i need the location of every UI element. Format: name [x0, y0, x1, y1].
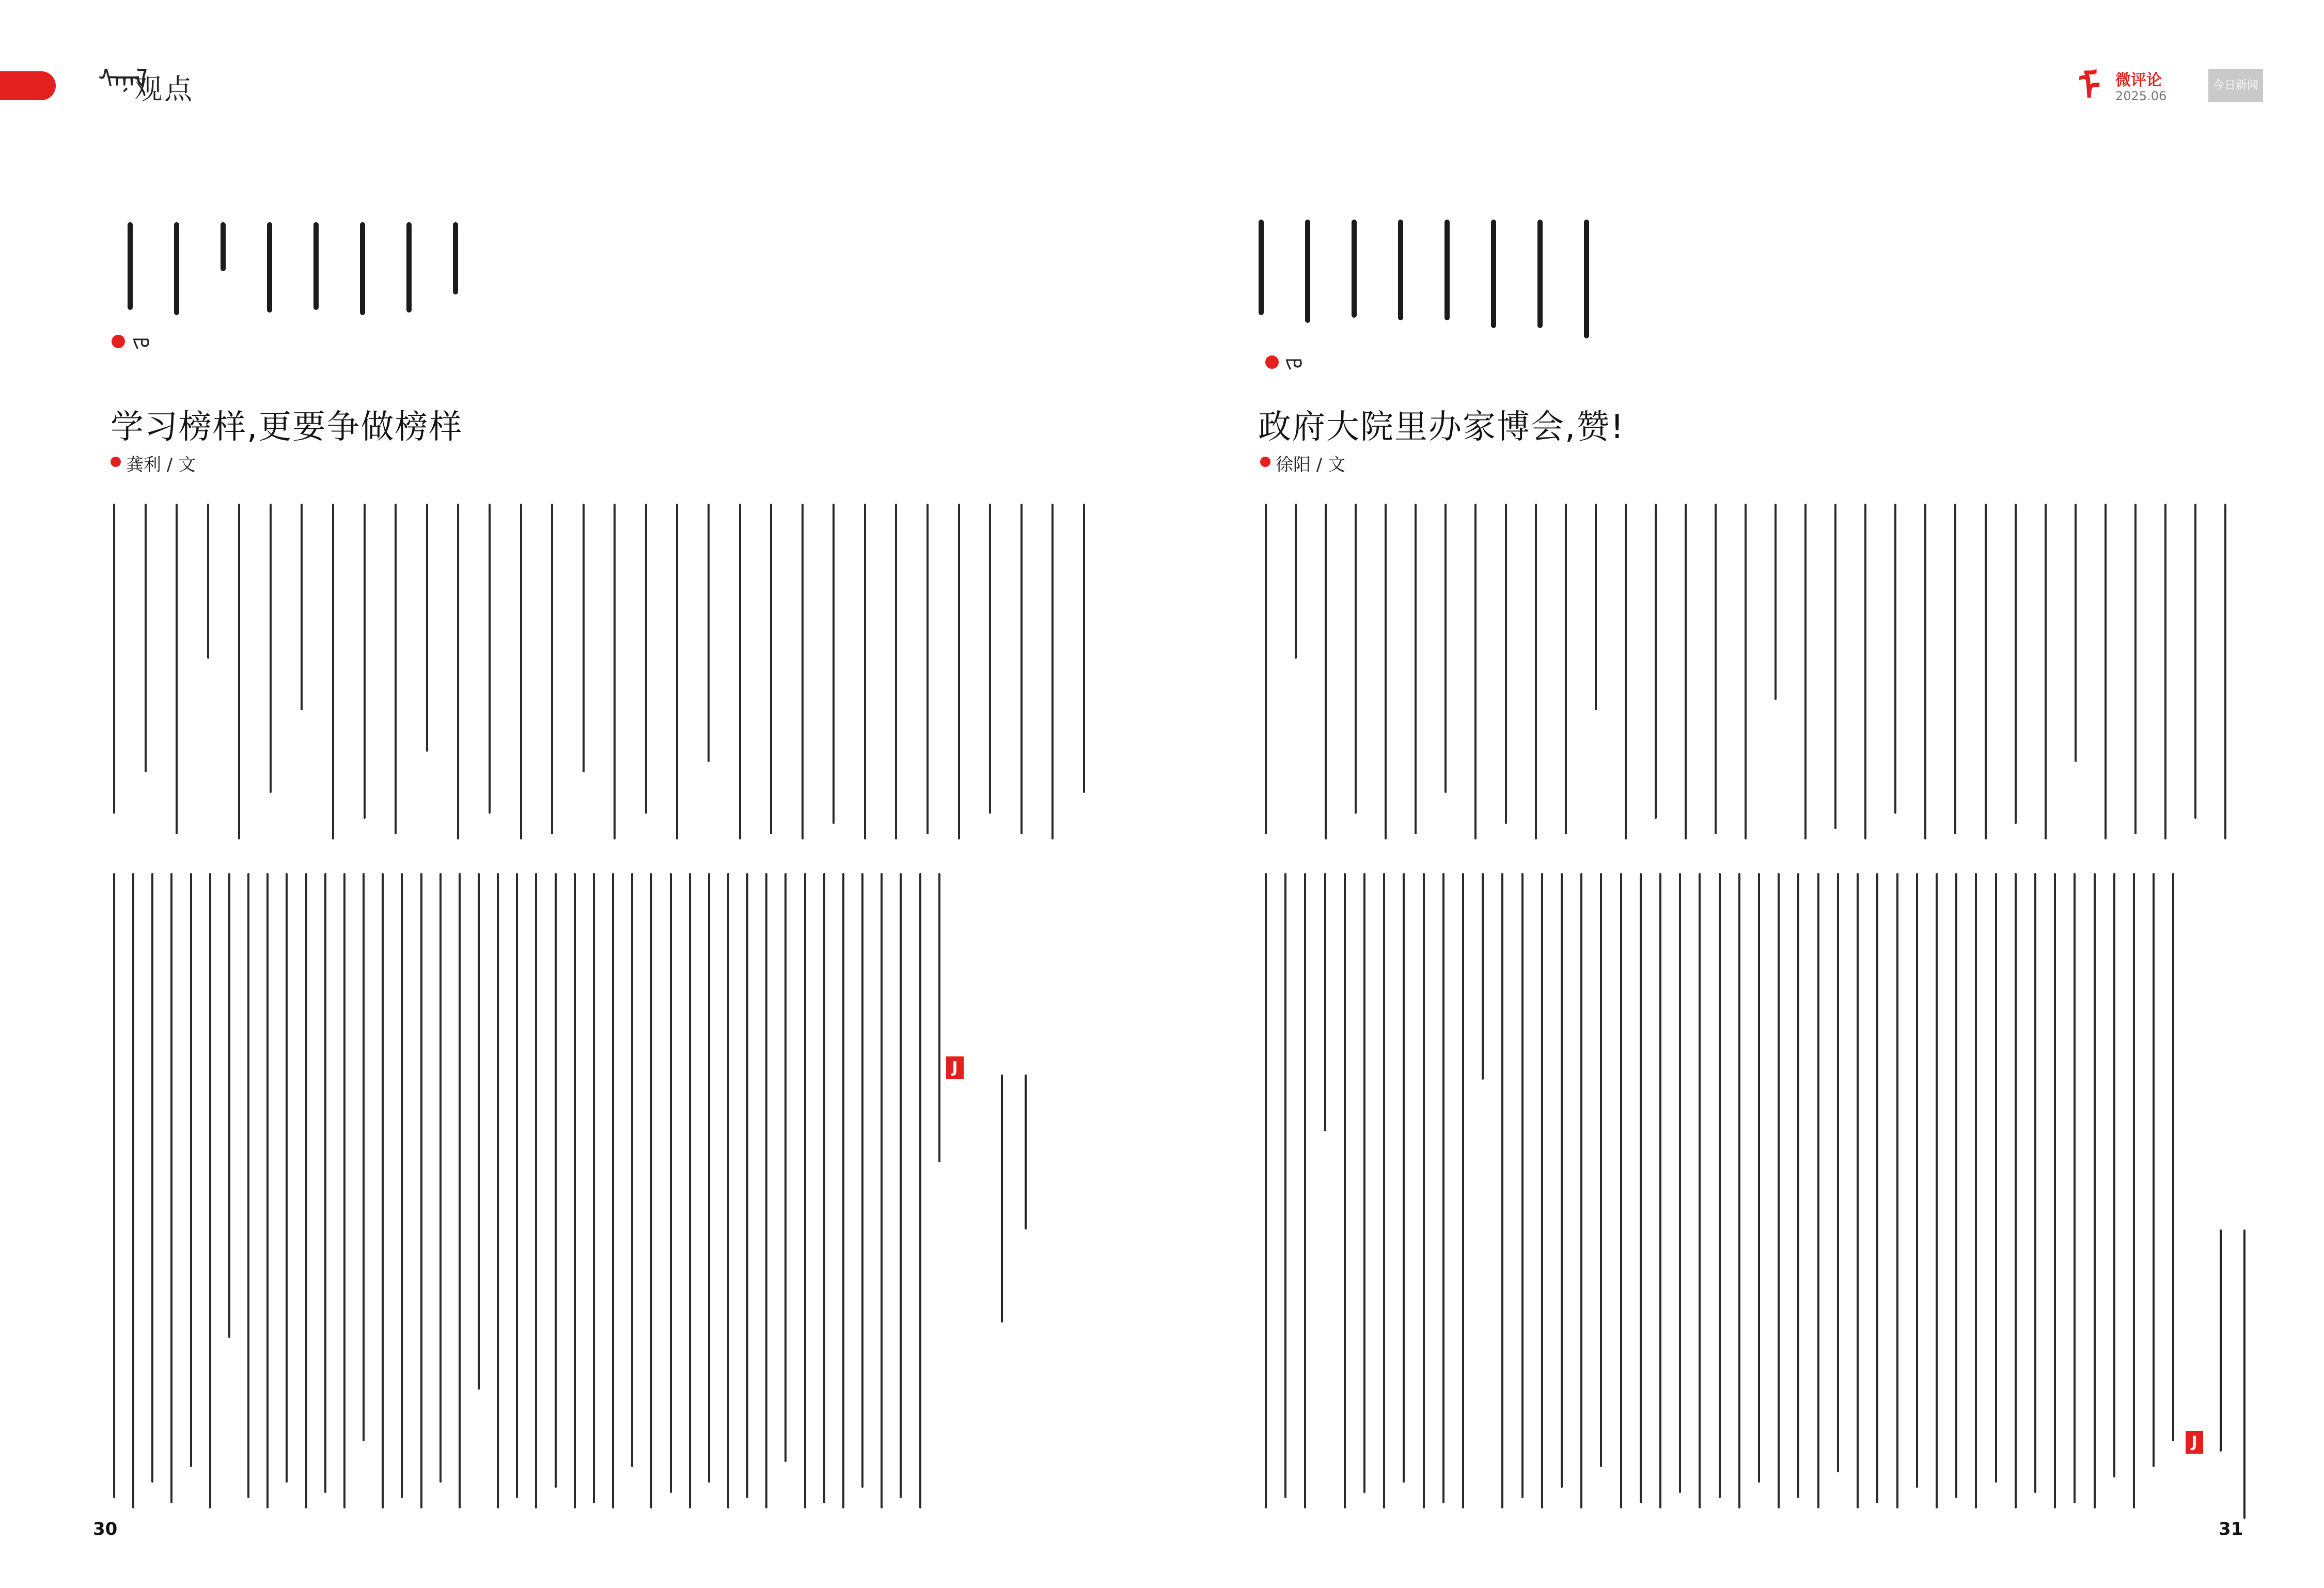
left-byline-dot: [111, 457, 121, 467]
left-end-mark: J: [946, 1056, 964, 1079]
logo-mongol-mark: ᠮ: [2078, 65, 2101, 108]
right-author-signature: [2216, 1229, 2250, 1519]
section-label: 观点: [134, 73, 194, 105]
left-author-signature: [997, 1075, 1031, 1322]
section-mongol-mark: ᠰᠠᠨᠠᠯ: [98, 64, 148, 94]
right-mongol-title: [1247, 220, 1599, 349]
right-end-mark: J: [2186, 1431, 2203, 1454]
left-text-block-upper: [108, 499, 1090, 845]
right-text-block-upper: [1260, 499, 2231, 845]
right-byline: 徐阳 / 文: [1276, 455, 1346, 475]
right-text-block-lower: [1260, 868, 2179, 1514]
left-article-title: 学习榜样,更要争做榜样: [111, 408, 463, 446]
left-subtitle-dot: [112, 335, 125, 348]
right-article-title: 政府大院里办家博会,赞!: [1258, 408, 1625, 446]
logo-date: 2025.06: [2115, 89, 2167, 103]
magazine-logo: [2078, 66, 2264, 107]
logo-name: 微评论: [2115, 71, 2162, 89]
left-page-number: 30: [93, 1519, 118, 1539]
right-subtitle-dot: [1265, 355, 1279, 369]
left-mongol-title: [116, 222, 468, 318]
left-subtitle-mark: ᠵᠣ: [132, 329, 150, 353]
section-tab: [0, 71, 56, 100]
right-subtitle-mark: ᠵᠣ: [1285, 350, 1303, 373]
right-byline-dot: [1260, 457, 1270, 467]
left-text-block-lower: [108, 868, 945, 1514]
logo-badge: 今日新闻: [2208, 69, 2263, 102]
left-byline: 龚利 / 文: [126, 455, 196, 475]
right-page-number: 31: [2219, 1519, 2243, 1539]
